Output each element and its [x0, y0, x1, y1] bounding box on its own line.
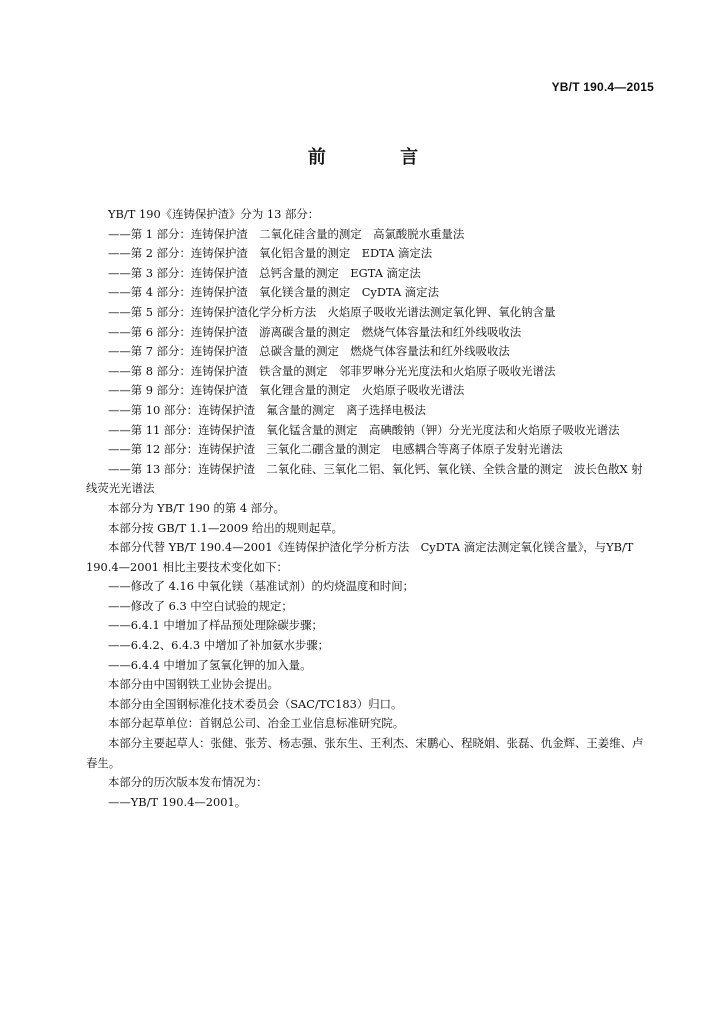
paragraph-centralized-by: 本部分由全国钢标准化技术委员会（SAC/TC183）归口。 — [108, 696, 403, 711]
list-item-part-9: ——第 9 部分：连铸保护渣 氧化锂含量的测定 火焰原子吸收光谱法 — [108, 383, 465, 398]
page-title: 前 言 — [307, 147, 453, 168]
list-item-part-7: ——第 7 部分：连铸保护渣 总碳含量的测定 燃烧气体容量法和红外线吸收法 — [108, 344, 510, 359]
list-item-part-11: ——第 11 部分：连铸保护渣 氧化锰含量的测定 高碘酸钠（钾）分光光度法和火焰原子吸收光谱法 — [108, 422, 620, 437]
list-item-part-13: ——第 13 部分：连铸保护渣 二氧化硅、三氧化二铝、氧化钙、氧化镁、全铁含量的测定 波长色散X 射线荧光光谱法 — [86, 461, 643, 496]
change-item-5: ——6.4.4 中增加了氢氧化钾的加入量。 — [108, 657, 312, 672]
list-item-part-6: ——第 6 部分：连铸保护渣 游离碳含量的测定 燃烧气体容量法和红外线吸收法 — [108, 324, 522, 339]
foreword-body — [86, 205, 654, 812]
paragraph-drafters: 本部分主要起草人：张健、张芳、杨志强、张东生、王利杰、宋鹏心、程晓娟、张磊、仇金辉、王姜维、卢春生。 — [86, 736, 644, 770]
paragraph-drafting-rules: 本部分按 GB/T 1.1—2009 给出的规则起草。 — [108, 520, 343, 535]
list-item-part-3: ——第 3 部分：连铸保护渣 总钙含量的测定 EGTA 滴定法 — [108, 265, 421, 280]
paragraph-replaces: 本部分代替 YB/T 190.4—2001《连铸保护渣化学分析方法 CyDTA 滴定法测定氧化镁含量》，与YB/T 190.4—2001 相比主要技术变化如下： — [86, 540, 638, 574]
change-item-2: ——修改了 6.3 中空白试验的规定； — [108, 598, 293, 613]
paragraph-part-statement: 本部分为 YB/T 190 的第 4 部分。 — [108, 500, 285, 515]
history-item-1: ——YB/T 190.4—2001。 — [108, 794, 247, 809]
list-item-part-2: ——第 2 部分：连铸保护渣 氧化铝含量的测定 EDTA 滴定法 — [108, 246, 433, 261]
paragraph-proposed-by: 本部分由中国钢铁工业协会提出。 — [108, 677, 279, 692]
change-item-3: ——6.4.1 中增加了样品预处理除碳步骤； — [108, 618, 323, 633]
standard-number: YB/T 190.4—2015 — [551, 80, 654, 94]
list-item-part-10: ——第 10 部分：连铸保护渣 氟含量的测定 离子选择电极法 — [108, 402, 426, 417]
change-item-4: ——6.4.2、6.4.3 中增加了补加氨水步骤； — [108, 638, 330, 653]
paragraph-intro: YB/T 190《连铸保护渣》分为 13 部分： — [108, 207, 320, 221]
list-item-part-4: ——第 4 部分：连铸保护渣 氧化镁含量的测定 CyDTA 滴定法 — [108, 285, 439, 300]
list-item-part-1: ——第 1 部分：连铸保护渣 二氧化硅含量的测定 高氯酸脱水重量法 — [108, 226, 465, 241]
list-item-part-5: ——第 5 部分：连铸保护渣化学分析方法 火焰原子吸收光谱法测定氧化钾、氧化钠含量 — [108, 304, 556, 319]
change-item-1: ——修改了 4.16 中氧化镁（基准试剂）的灼烧温度和时间； — [108, 579, 414, 594]
list-item-part-8: ——第 8 部分：连铸保护渣 铁含量的测定 邻菲罗啉分光光度法和火焰原子吸收光谱法 — [108, 363, 556, 378]
paragraph-history-intro: 本部分的历次版本发布情况为： — [108, 775, 268, 790]
paragraph-drafting-units: 本部分起草单位：首钢总公司、冶金工业信息标准研究院。 — [108, 716, 405, 731]
list-item-part-12: ——第 12 部分：连铸保护渣 三氧化二硼含量的测定 电感耦合等离子体原子发射光谱法 — [108, 442, 563, 457]
